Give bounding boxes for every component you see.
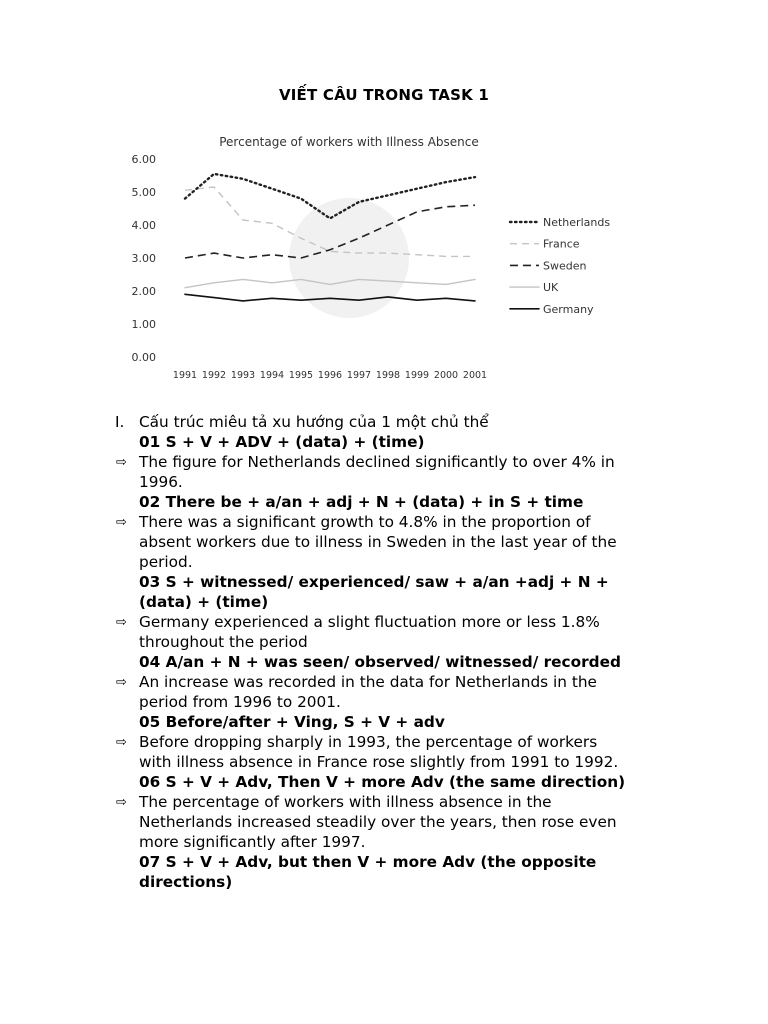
y-tick-label: 4.00 xyxy=(131,219,156,232)
example-line xyxy=(115,732,700,752)
y-tick-label: 0.00 xyxy=(131,351,156,364)
example-line xyxy=(115,792,700,812)
example-text: period. xyxy=(139,553,193,571)
structure-heading: 03 S + witnessed/ experienced/ saw + a/an +adj + N + xyxy=(139,573,609,591)
structure-heading: 07 S + V + Adv, but then V + more Adv (the opposite xyxy=(139,853,597,871)
legend-label-uk: UK xyxy=(543,281,559,295)
arrow-right-icon: ⇨ xyxy=(116,455,127,470)
structure-list xyxy=(115,432,700,892)
structure-heading-continued: (data) + (time) xyxy=(139,593,269,611)
structure-heading: 02 There be + a/an + adj + N + (data) + in S + time xyxy=(139,493,584,511)
example-line xyxy=(115,612,700,632)
arrow-right-icon: ⇨ xyxy=(116,675,127,690)
example-text: period from 1996 to 2001. xyxy=(139,693,341,711)
example-line xyxy=(115,832,700,852)
arrow-right-icon: ⇨ xyxy=(116,515,127,530)
example-text: The figure for Netherlands declined significantly to over 4% in xyxy=(139,453,615,471)
example-text: Netherlands increased steadily over the years, then rose even xyxy=(139,813,617,831)
example-text: The percentage of workers with illness absence in the xyxy=(139,793,552,811)
example-line xyxy=(115,472,700,492)
section-marker: I. xyxy=(115,413,125,431)
example-text: throughout the period xyxy=(139,633,308,651)
arrow-right-icon: ⇨ xyxy=(116,735,127,750)
arrow-right-icon: ⇨ xyxy=(116,795,127,810)
y-tick-label: 5.00 xyxy=(131,186,156,199)
document-body xyxy=(115,412,700,892)
arrow-right-icon: ⇨ xyxy=(116,615,127,630)
example-text: Before dropping sharply in 1993, the percentage of workers xyxy=(139,733,598,751)
example-text: more significantly after 1997. xyxy=(139,833,366,851)
x-tick-label: 2000 xyxy=(433,370,459,381)
legend-label-netherlands: Netherlands xyxy=(543,216,611,229)
example-line xyxy=(115,632,700,652)
example-line xyxy=(115,452,700,472)
example-text: absent workers due to illness in Sweden in the last year of the xyxy=(139,533,617,551)
chart-svg xyxy=(122,128,622,390)
x-tick-label: 1997 xyxy=(346,370,372,381)
example-line xyxy=(115,692,700,712)
y-tick-label: 6.00 xyxy=(131,153,156,166)
x-tick-label: 1999 xyxy=(404,370,430,381)
y-tick-label: 2.00 xyxy=(131,285,156,298)
structure-heading: 06 S + V + Adv, Then V + more Adv (the same direction) xyxy=(139,773,626,791)
legend-label-france: France xyxy=(543,237,580,251)
example-line xyxy=(115,752,700,772)
legend-label-germany: Germany xyxy=(543,302,594,316)
chart-title: Percentage of workers with Illness Absence xyxy=(219,135,479,149)
example-line xyxy=(115,672,700,692)
x-tick-label: 1996 xyxy=(317,370,343,381)
example-text: with illness absence in France rose slightly from 1991 to 1992. xyxy=(139,753,619,771)
example-line xyxy=(115,552,700,572)
x-tick-label: 1994 xyxy=(259,370,285,381)
structure-heading: 04 A/an + N + was seen/ observed/ witnessed/ recorded xyxy=(139,653,621,671)
x-tick-label: 1998 xyxy=(375,370,401,381)
example-text: An increase was recorded in the data for Netherlands in the xyxy=(139,673,597,691)
y-tick-label: 3.00 xyxy=(131,252,156,265)
x-tick-label: 1993 xyxy=(230,370,256,381)
structure-heading: 05 Before/after + Ving, S + V + adv xyxy=(139,713,445,731)
example-line xyxy=(115,532,700,552)
page-title: VIẾT CÂU TRONG TASK 1 xyxy=(278,86,490,104)
x-tick-label: 2001 xyxy=(462,370,488,381)
structure-heading-continued: directions) xyxy=(139,873,233,891)
section-heading-line xyxy=(115,412,700,432)
example-text: There was a significant growth to 4.8% in the proportion of xyxy=(139,513,591,531)
x-tick-label: 1992 xyxy=(201,370,227,381)
example-text: 1996. xyxy=(139,473,183,491)
section-heading: Cấu trúc miêu tả xu hướng của 1 một chủ thể xyxy=(139,413,489,431)
line-chart xyxy=(122,128,622,390)
legend-label-sweden: Sweden xyxy=(543,259,587,273)
example-line xyxy=(115,512,700,532)
x-tick-label: 1991 xyxy=(172,370,198,381)
x-tick-label: 1995 xyxy=(288,370,314,381)
structure-heading: 01 S + V + ADV + (data) + (time) xyxy=(139,433,425,451)
example-line xyxy=(115,812,700,832)
y-tick-label: 1.00 xyxy=(131,318,156,331)
example-text: Germany experienced a slight fluctuation more or less 1.8% xyxy=(139,613,600,631)
